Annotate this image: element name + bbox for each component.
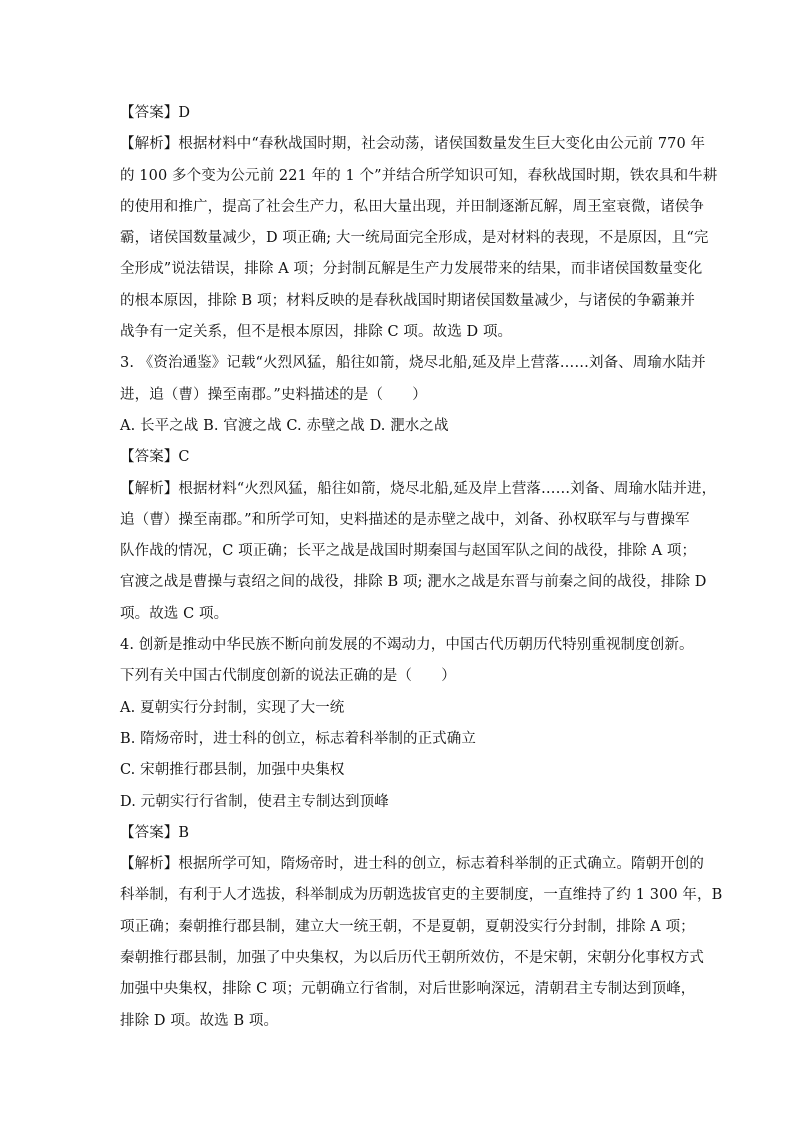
analysis-q2-line: 的根本原因，排除 B 项；材料反映的是春秋战国时期诸侯国数量减少，与诸侯的争霸兼并 bbox=[120, 292, 695, 309]
analysis-q3-line: 队作战的情况，C 项正确；长平之战是战国时期秦国与赵国军队之间的战役，排除 A 项； bbox=[120, 543, 697, 560]
question-4-stem: 4. 创新是推动中华民族不断向前发展的不竭动力，中国古代历朝历代特别重视制度创新。 bbox=[120, 637, 694, 654]
analysis-q2-line: 的 100 多个变为公元前 221 年的 1 个”并结合所学知识可知，春秋战国时期，铁农具和牛耕 bbox=[120, 167, 718, 184]
analysis-q2-line: 【解析】根据材料中“春秋战国时期，社会动荡，诸侯国数量发生巨大变化由公元前 770 年 bbox=[120, 136, 706, 153]
analysis-q2-line: 战争有一定关系，但不是根本原因，排除 C 项。故选 D 项。 bbox=[120, 324, 513, 341]
analysis-q2-line: 霸，诸侯国数量减少，D 项正确; 大一统局面完全形成，是对材料的表现，不是原因，且“完 bbox=[120, 230, 709, 247]
analysis-q2-line: 全形成”说法错误，排除 A 项；分封制瓦解是生产力发展带来的结果，而非诸侯国数量变化 bbox=[120, 261, 703, 278]
analysis-q4-line: 秦朝推行郡县制，加强了中央集权，为以后历代王朝所效仿，不是宋朝，宋朝分化事权方式 bbox=[120, 950, 704, 967]
question-4-option-b: B. 隋炀帝时，进士科的创立，标志着科举制的正式确立 bbox=[120, 730, 476, 747]
analysis-q4-line: 项正确；秦朝推行郡县制，建立大一统王朝，不是夏朝，夏朝没实行分封制，排除 A 项； bbox=[120, 918, 695, 935]
question-3-stem: 进，追（曹）操至南郡。”史料描述的是（ ） bbox=[120, 386, 427, 403]
analysis-q3-line: 项。故选 C 项。 bbox=[120, 605, 229, 622]
analysis-q2-line: 的使用和推广，提高了社会生产力，私田大量出现，并田制逐渐瓦解，周王室衰微，诸侯争 bbox=[120, 198, 704, 215]
answer-label-q3: 【答案】C bbox=[120, 449, 190, 466]
question-3-options: A. 长平之战 B. 官渡之战 C. 赤壁之战 D. 淝水之战 bbox=[120, 417, 449, 434]
analysis-q4-line: 科举制，有利于人才选拔，科举制成为历朝选拔官吏的主要制度，一直维持了约 1 300 年，B bbox=[120, 887, 723, 904]
answer-label-q2: 【答案】D bbox=[120, 105, 191, 121]
question-4-option-d: D. 元朝实行行省制，使君主专制达到顶峰 bbox=[120, 793, 389, 810]
question-4-option-a: A. 夏朝实行分封制，实现了大一统 bbox=[120, 699, 345, 716]
analysis-q3-line: 追（曹）操至南郡。”和所学可知，史料描述的是赤壁之战中，刘备、孙权联军与与曹操军 bbox=[120, 511, 690, 528]
analysis-q4-line: 加强中央集权，排除 C 项；元朝确立行省制，对后世影响深远，清朝君主专制达到顶峰， bbox=[120, 981, 696, 998]
question-3-stem: 3. 《资治通鉴》记载“火烈风猛，船往如箭，烧尽北船,延及岸上营落……刘备、周瑜水陆并 bbox=[120, 355, 706, 372]
answer-label-q4: 【答案】B bbox=[120, 824, 190, 841]
question-4-option-c: C. 宋朝推行郡县制，加强中央集权 bbox=[120, 762, 345, 779]
document-body bbox=[120, 98, 723, 1037]
analysis-q3-line: 官渡之战是曹操与袁绍之间的战役，排除 B 项; 淝水之战是东晋与前秦之间的战役，排除 D bbox=[120, 574, 707, 591]
analysis-q4-line: 【解析】根据所学可知，隋炀帝时，进士科的创立，标志着科举制的正式确立。隋朝开创的 bbox=[120, 856, 704, 873]
analysis-q3-line: 【解析】根据材料“火烈风猛，船往如箭，烧尽北船,延及岸上营落……刘备、周瑜水陆并进， bbox=[120, 480, 717, 497]
analysis-q4-line: 排除 D 项。故选 B 项。 bbox=[120, 1012, 279, 1029]
question-4-stem: 下列有关中国古代制度创新的说法正确的是（ ） bbox=[120, 668, 456, 685]
